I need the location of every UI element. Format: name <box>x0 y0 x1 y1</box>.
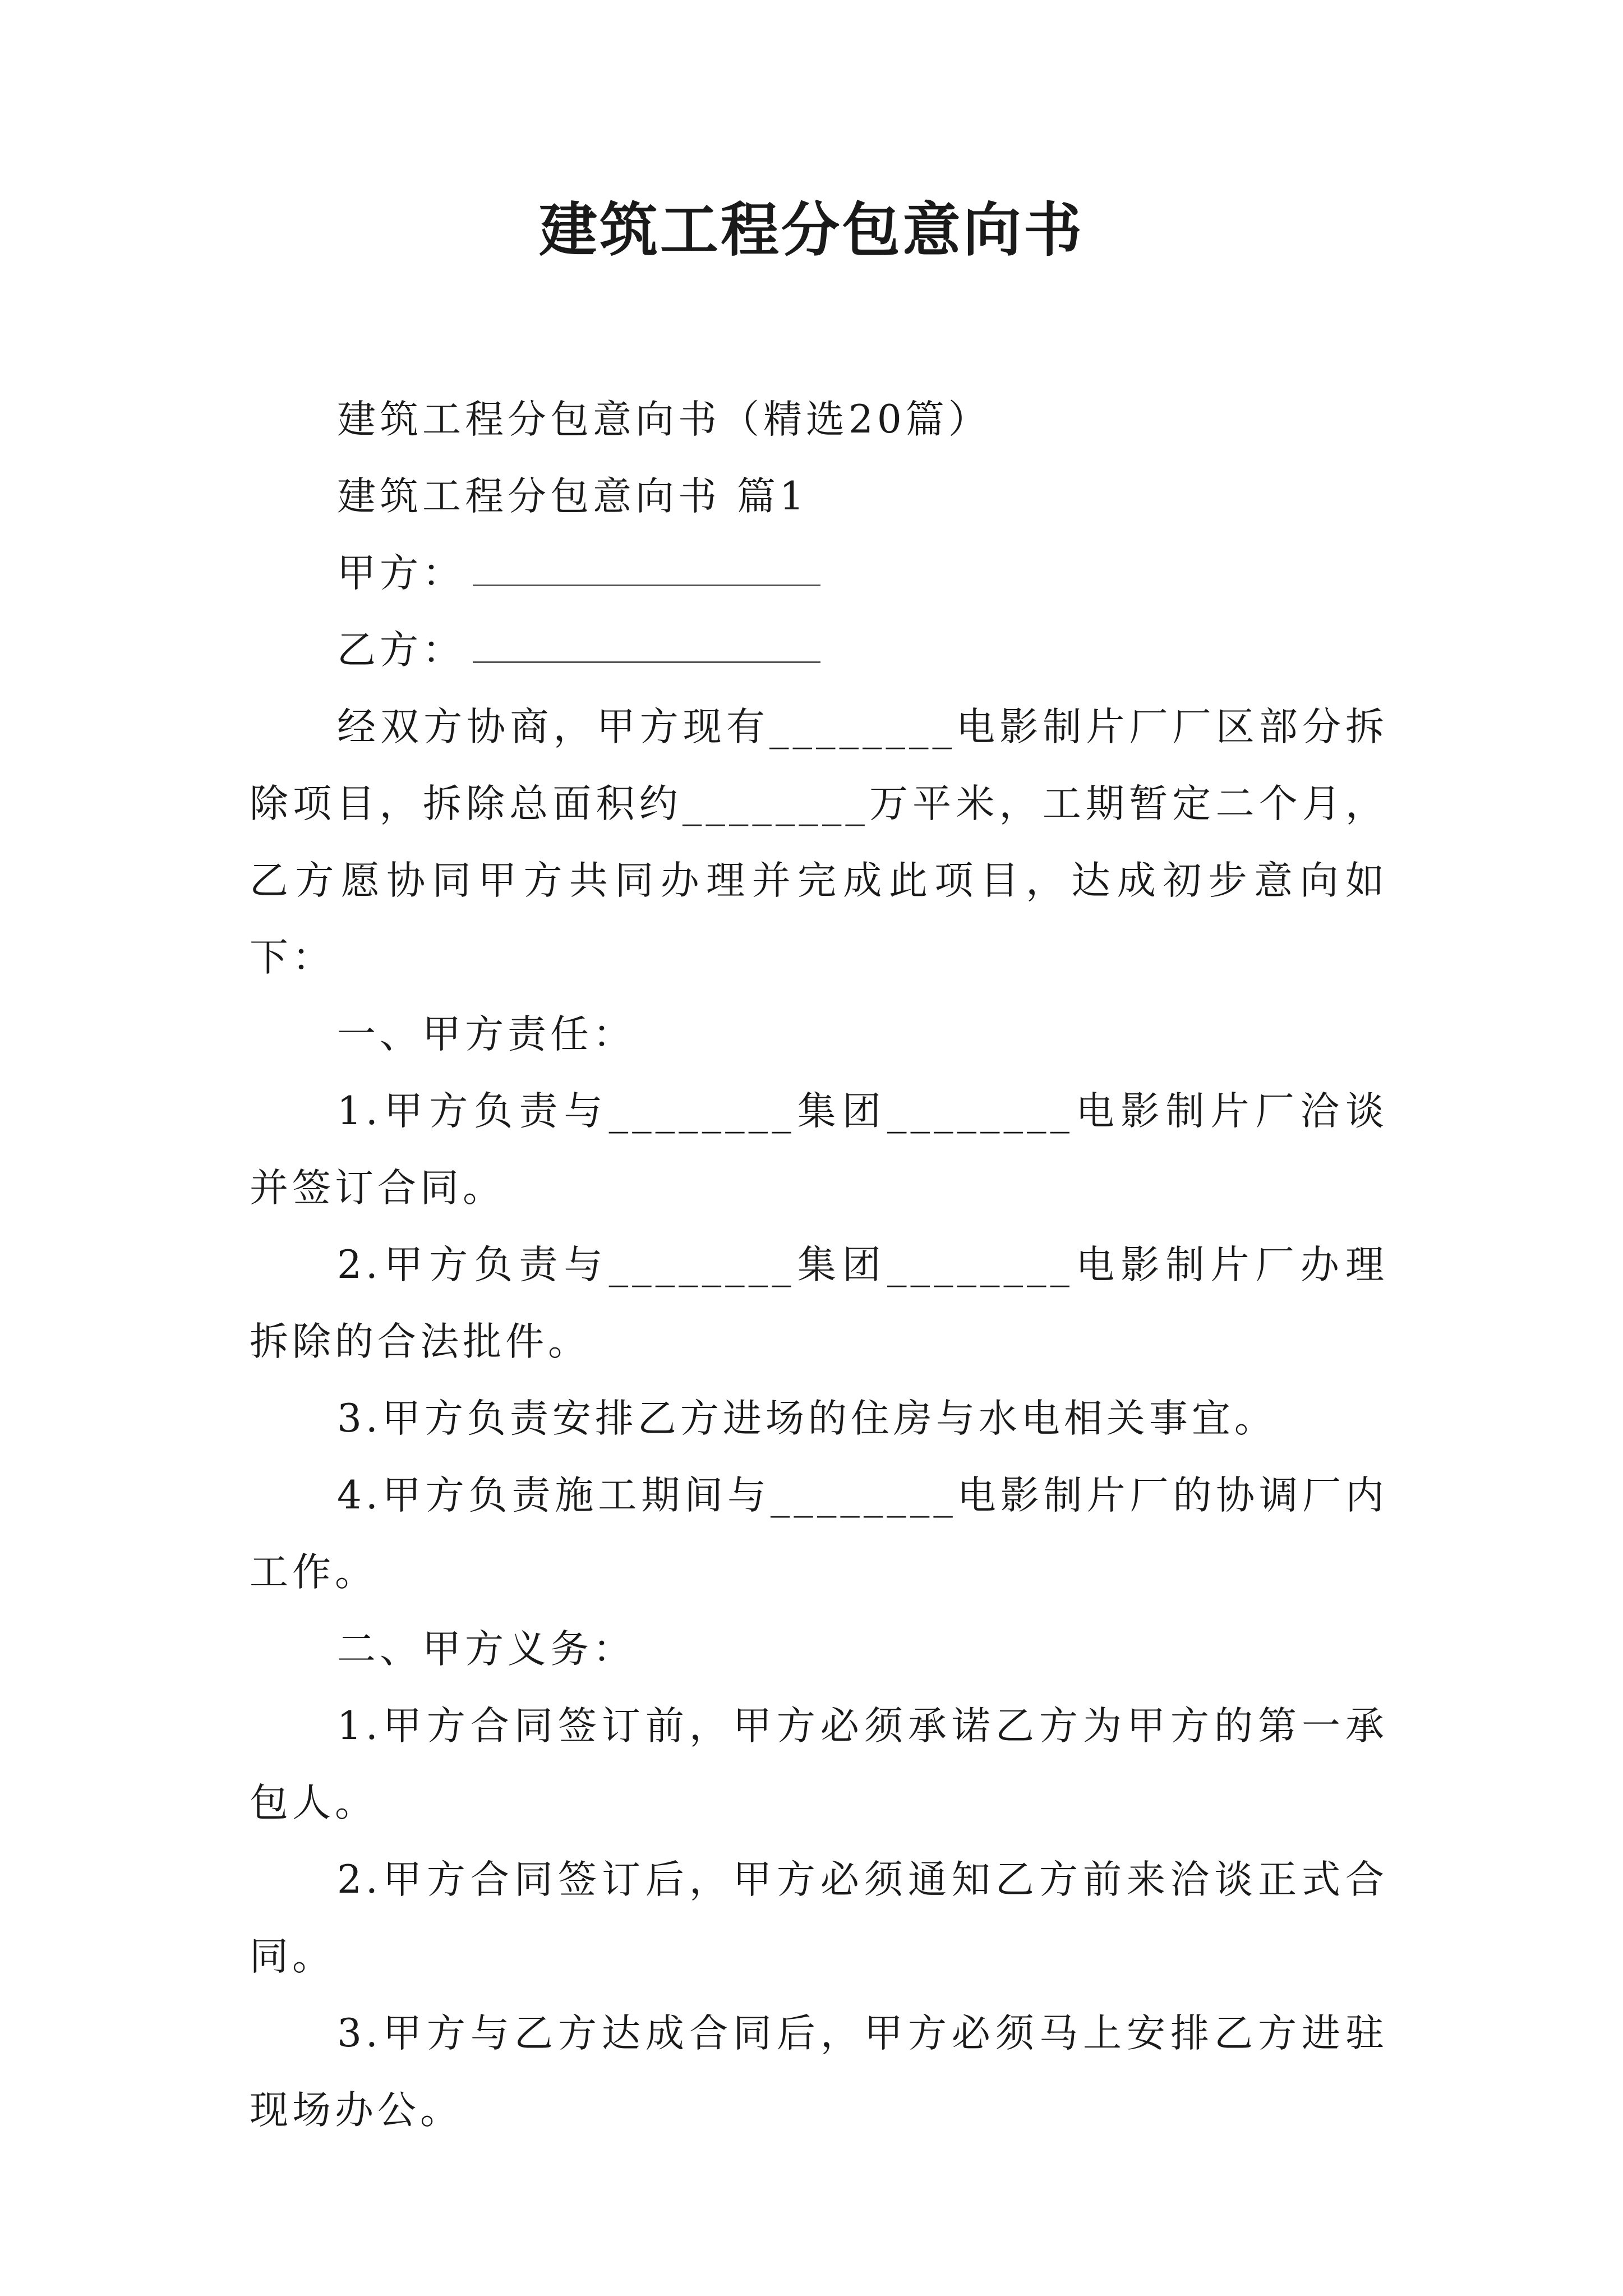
subtitle-paragraph: 建筑工程分包意向书（精选20篇） <box>337 397 991 442</box>
responsibility-item-2: 2.甲方负责与________集团________电影制片厂办理拆除的合法批件。 <box>250 1243 1388 1364</box>
intro-paragraph: 经双方协商，甲方现有________电影制片厂厂区部分拆除项目，拆除总面积约________万平米，工期暂定二个月，乙方愿协同甲方共同办理并完成此项目，达成初步意向如下： <box>250 705 1388 980</box>
responsibility-item-3: 3.甲方负责安排乙方进场的住房与水电相关事宜。 <box>337 1396 1277 1441</box>
party-a-line <box>250 535 1388 612</box>
responsibility-item-1: 1.甲方负责与________集团________电影制片厂洽谈并签订合同。 <box>250 1089 1388 1211</box>
party-b-label: 乙方： <box>337 628 465 673</box>
heading-party-a-responsibility: 一、甲方责任： <box>337 1012 635 1057</box>
responsibility-item-4: 4.甲方负责施工期间与________电影制片厂的协调厂内工作。 <box>250 1473 1388 1595</box>
document-body <box>250 381 1388 2149</box>
heading-party-a-obligation: 二、甲方义务： <box>337 1627 635 1672</box>
party-b-line <box>250 612 1388 689</box>
party-a-label: 甲方： <box>337 551 465 596</box>
obligation-item-3: 3.甲方与乙方达成合同后，甲方必须马上安排乙方进驻现场办公。 <box>250 2011 1388 2133</box>
obligation-item-2: 2.甲方合同签订后，甲方必须通知乙方前来洽谈正式合同。 <box>250 1857 1388 1979</box>
party-b-blank <box>473 623 820 663</box>
section-heading-paragraph: 建筑工程分包意向书 篇1 <box>337 474 808 519</box>
obligation-item-1: 1.甲方合同签订前，甲方必须承诺乙方为甲方的第一承包人。 <box>250 1704 1388 1825</box>
document-title: 建筑工程分包意向书 <box>538 195 1084 264</box>
party-a-blank <box>473 546 820 586</box>
